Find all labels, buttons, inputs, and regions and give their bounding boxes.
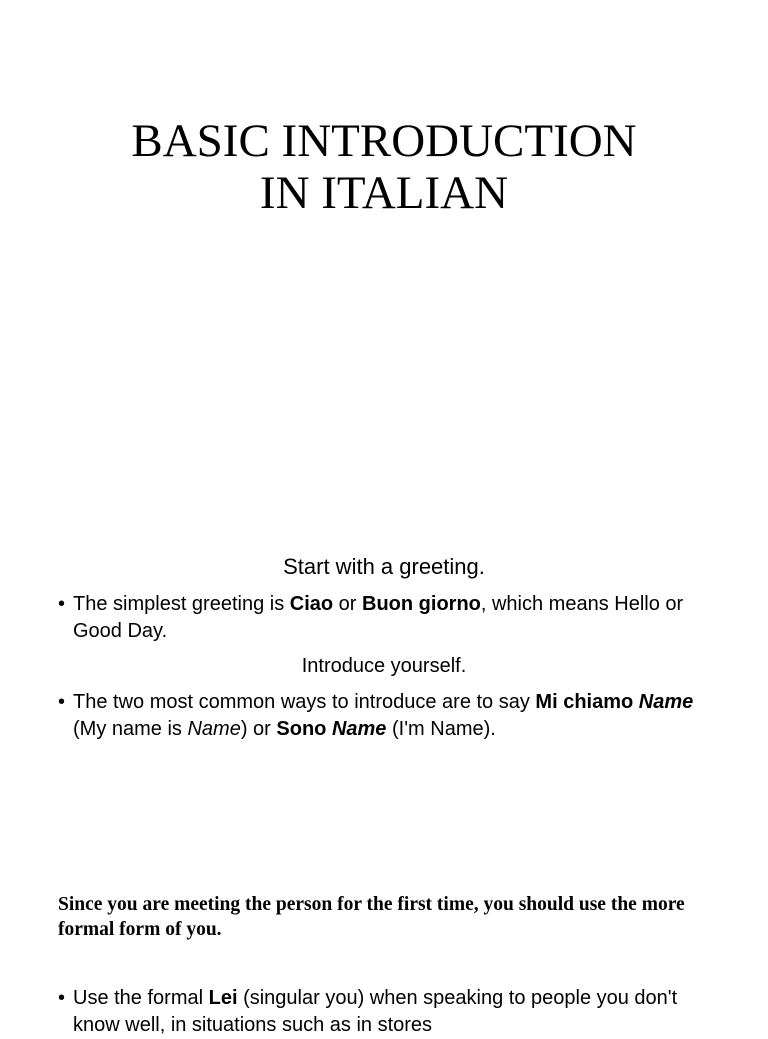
greeting-heading: Start with a greeting. [283, 554, 485, 579]
bold-term-lei: Lei [208, 987, 238, 1009]
bold-term-sono: Sono [276, 718, 327, 740]
bullet-text: (I'm Name). [386, 718, 496, 740]
bullet-dot: • [58, 987, 66, 1009]
bold-term-buon-giorno: Buon giorno [362, 593, 481, 615]
bold-term-mi-chiamo: Mi chiamo [535, 691, 634, 713]
bullet-text: The two most common ways to introduce are to say [73, 691, 536, 713]
formal-bullet [58, 985, 718, 1039]
slide-title [0, 115, 768, 219]
bullet-text: The simplest greeting is [73, 593, 290, 615]
bullet-text: Use the formal [73, 987, 209, 1009]
introduce-heading: Introduce yourself. [301, 655, 467, 677]
bullet-text: (singular you) when speaking to people you don't know well, in situations such as in stores [73, 987, 678, 1036]
bold-italic-name: Name [331, 718, 387, 740]
greeting-bullet [58, 591, 718, 645]
title-line-1: BASIC INTRODUCTION [131, 115, 637, 167]
introduce-bullet [58, 689, 718, 743]
italic-name: Name [187, 718, 241, 740]
bullet-text: (My name is [73, 718, 188, 740]
bullet-dot: • [58, 593, 66, 615]
bullet-text: , which means Hello or Good Day. [73, 593, 684, 642]
formal-note: Since you are meeting the person for the first time, you should use the more formal form of you. [58, 894, 685, 940]
title-line-2: IN ITALIAN [259, 167, 509, 219]
bold-term-ciao: Ciao [289, 593, 334, 615]
bullet-dot: • [58, 691, 66, 713]
bullet-text: ) or [240, 718, 277, 740]
bullet-text: or [333, 593, 363, 615]
bold-italic-name: Name [638, 691, 694, 713]
